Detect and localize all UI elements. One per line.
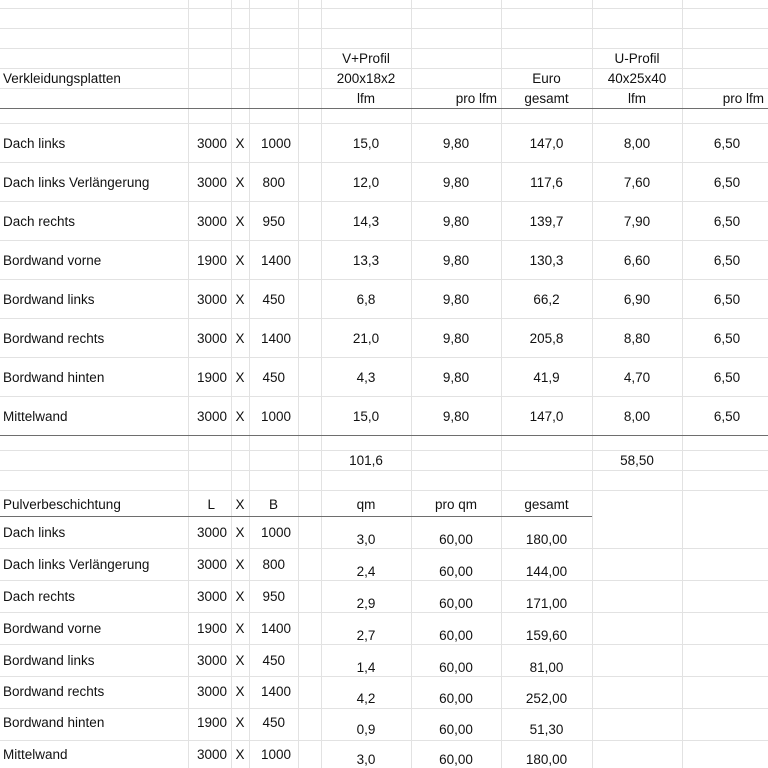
- length-cell: 3000: [196, 557, 227, 572]
- u-pro-lfm-cell: 6,50: [713, 409, 741, 424]
- header-border: [0, 108, 768, 109]
- length-cell: 1900: [196, 621, 227, 636]
- row-label: Bordwand hinten: [3, 370, 105, 385]
- length-cell: 3000: [196, 747, 227, 762]
- v-lfm-cell: 15,0: [352, 409, 380, 424]
- gesamt-cell: 117,6: [530, 175, 563, 190]
- row-label: Mittelwand: [3, 409, 68, 424]
- v-lfm-cell: 14,3: [352, 214, 380, 229]
- gridline-horizontal: [0, 708, 768, 709]
- width-cell: 800: [262, 175, 285, 190]
- times-cell: X: [235, 653, 245, 668]
- row-label: Bordwand links: [3, 653, 95, 668]
- width-cell: 1400: [260, 684, 291, 699]
- v-lfm-header: lfm: [357, 91, 375, 106]
- row-label: Dach rechts: [3, 589, 76, 604]
- width-cell: 1400: [260, 253, 291, 268]
- gridline-horizontal: [0, 396, 768, 397]
- width-cell: 1000: [260, 525, 291, 540]
- width-cell: 950: [262, 214, 285, 229]
- gesamt-cell: 171,00: [525, 596, 568, 611]
- gridline-horizontal: [0, 740, 768, 741]
- gesamt-cell: 205,8: [529, 331, 564, 346]
- gesamt-cell: 159,60: [525, 628, 568, 643]
- u-lfm-cell: 8,80: [623, 331, 651, 346]
- qm-cell: 2,7: [356, 628, 376, 643]
- times-cell: X: [235, 684, 245, 699]
- times-cell: X: [235, 525, 245, 540]
- times-cell: X: [235, 370, 245, 385]
- v-pro-lfm-cell: 9,80: [442, 292, 470, 307]
- length-cell: 3000: [196, 175, 227, 190]
- l-header: L: [207, 497, 215, 512]
- gridline-horizontal: [0, 644, 768, 645]
- width-cell: 450: [262, 292, 285, 307]
- v-lfm-cell: 6,8: [356, 292, 376, 307]
- b-header: B: [268, 497, 278, 512]
- row-label: Dach links: [3, 525, 66, 540]
- pro-qm-header: pro qm: [434, 497, 478, 512]
- times-cell: X: [235, 331, 245, 346]
- gridline-horizontal: [0, 88, 768, 89]
- gridline-horizontal: [0, 162, 768, 163]
- width-cell: 450: [262, 715, 285, 730]
- gesamt-cell: 66,2: [533, 292, 560, 307]
- v-lfm-cell: 15,0: [352, 136, 380, 151]
- gridline-horizontal: [0, 450, 768, 451]
- width-cell: 1400: [260, 621, 291, 636]
- u-lfm-cell: 8,00: [623, 136, 651, 151]
- width-cell: 1000: [260, 136, 291, 151]
- header-border-section2: [0, 516, 592, 517]
- section2-title: Pulverbeschichtung: [3, 497, 121, 512]
- u-lfm-cell: 4,70: [623, 370, 651, 385]
- row-label: Bordwand rechts: [3, 331, 105, 346]
- v-pro-lfm-cell: 9,80: [442, 331, 470, 346]
- gesamt-cell: 180,00: [525, 532, 568, 547]
- v-lfm-cell: 13,3: [352, 253, 380, 268]
- v-pro-lfm-cell: 9,80: [442, 409, 470, 424]
- u-profil-dimensions: 40x25x40: [607, 71, 667, 86]
- gesamt-cell: 147,0: [529, 136, 564, 151]
- u-pro-lfm-cell: 6,50: [713, 292, 741, 307]
- u-pro-lfm-cell: 6,50: [713, 331, 741, 346]
- gesamt-cell: 130,3: [529, 253, 564, 268]
- gridline-horizontal: [0, 279, 768, 280]
- length-cell: 3000: [196, 214, 227, 229]
- qm-cell: 3,0: [356, 752, 376, 767]
- gridline-horizontal: [0, 676, 768, 677]
- length-cell: 3000: [196, 525, 227, 540]
- length-cell: 3000: [196, 331, 227, 346]
- v-pro-lfm-cell: 9,80: [442, 253, 470, 268]
- v-pro-lfm-header: pro lfm: [455, 91, 497, 106]
- row-label: Bordwand vorne: [3, 621, 102, 636]
- row-label: Bordwand links: [3, 292, 95, 307]
- u-lfm-cell: 6,90: [623, 292, 651, 307]
- u-lfm-cell: 6,60: [623, 253, 651, 268]
- times-cell: X: [235, 409, 245, 424]
- gridline-horizontal: [0, 123, 768, 124]
- length-cell: 3000: [196, 136, 227, 151]
- times-cell: X: [235, 175, 245, 190]
- length-cell: 3000: [196, 409, 227, 424]
- gridline-horizontal: [0, 48, 768, 49]
- u-lfm-cell: 7,90: [623, 214, 651, 229]
- times-cell: X: [235, 747, 245, 762]
- gesamt-cell: 252,00: [525, 691, 568, 706]
- gridline-horizontal: [0, 470, 768, 471]
- v-lfm-cell: 4,3: [356, 370, 376, 385]
- u-lfm-header: lfm: [628, 91, 646, 106]
- length-cell: 3000: [196, 589, 227, 604]
- v-pro-lfm-cell: 9,80: [442, 370, 470, 385]
- gridline-horizontal: [0, 580, 768, 581]
- gesamt-cell: 147,0: [529, 409, 564, 424]
- u-pro-lfm-cell: 6,50: [713, 214, 741, 229]
- pro-qm-cell: 60,00: [439, 660, 473, 675]
- times-cell: X: [235, 214, 245, 229]
- u-lfm-cell: 7,60: [623, 175, 651, 190]
- pro-qm-cell: 60,00: [439, 628, 473, 643]
- x-header: X: [235, 497, 245, 512]
- pro-qm-cell: 60,00: [439, 596, 473, 611]
- total-v-lfm: 101,6: [349, 453, 383, 468]
- gesamt-cell: 139,7: [529, 214, 564, 229]
- euro-header: Euro: [532, 71, 561, 86]
- gesamt2-header: gesamt: [524, 497, 569, 512]
- u-pro-lfm-header: pro lfm: [722, 91, 764, 106]
- times-cell: X: [235, 253, 245, 268]
- row-label: Dach links Verlängerung: [3, 557, 150, 572]
- gridline-horizontal: [0, 548, 768, 549]
- u-pro-lfm-cell: 6,50: [713, 175, 741, 190]
- section1-title: Verkleidungsplatten: [3, 71, 121, 86]
- times-cell: X: [235, 292, 245, 307]
- row-label: Dach links Verlängerung: [3, 175, 150, 190]
- times-cell: X: [235, 715, 245, 730]
- v-lfm-cell: 21,0: [352, 331, 380, 346]
- gridline-horizontal: [0, 240, 768, 241]
- gridline-horizontal: [0, 28, 768, 29]
- gridline-horizontal: [0, 318, 768, 319]
- qm-cell: 2,4: [356, 564, 376, 579]
- v-pro-lfm-cell: 9,80: [442, 214, 470, 229]
- u-pro-lfm-cell: 6,50: [713, 136, 741, 151]
- row-label: Dach links: [3, 136, 66, 151]
- gridline-vertical: [298, 0, 299, 768]
- qm-cell: 3,0: [356, 532, 376, 547]
- qm-cell: 0,9: [356, 722, 376, 737]
- gesamt-cell: 41,9: [533, 370, 560, 385]
- gridline-horizontal: [0, 490, 768, 491]
- gridline-horizontal: [0, 201, 768, 202]
- qm-cell: 2,9: [356, 596, 376, 611]
- times-cell: X: [235, 557, 245, 572]
- u-pro-lfm-cell: 6,50: [713, 370, 741, 385]
- width-cell: 1000: [260, 409, 291, 424]
- gesamt-cell: 51,30: [529, 722, 564, 737]
- gesamt-cell: 81,00: [529, 660, 564, 675]
- qm-cell: 1,4: [356, 660, 376, 675]
- row-label: Bordwand rechts: [3, 684, 105, 699]
- gridline-horizontal: [0, 68, 768, 69]
- gridline-horizontal: [0, 357, 768, 358]
- row-label: Bordwand hinten: [3, 715, 105, 730]
- length-cell: 1900: [196, 370, 227, 385]
- length-cell: 1900: [196, 253, 227, 268]
- v-pro-lfm-cell: 9,80: [442, 136, 470, 151]
- row-label: Mittelwand: [3, 747, 68, 762]
- gesamt-cell: 144,00: [525, 564, 568, 579]
- row-label: Dach rechts: [3, 214, 76, 229]
- pro-qm-cell: 60,00: [439, 752, 473, 767]
- width-cell: 1000: [260, 747, 291, 762]
- times-cell: X: [235, 136, 245, 151]
- gridline-horizontal: [0, 612, 768, 613]
- width-cell: 950: [262, 589, 285, 604]
- total-u-lfm: 58,50: [620, 453, 654, 468]
- gridline-horizontal: [0, 8, 768, 9]
- width-cell: 800: [262, 557, 285, 572]
- v-profil-header: V+Profil: [342, 51, 390, 66]
- length-cell: 1900: [196, 715, 227, 730]
- pro-qm-cell: 60,00: [439, 722, 473, 737]
- pro-qm-cell: 60,00: [439, 532, 473, 547]
- width-cell: 450: [262, 370, 285, 385]
- times-cell: X: [235, 621, 245, 636]
- gesamt-header: gesamt: [524, 91, 569, 106]
- u-profil-header: U-Profil: [614, 51, 660, 66]
- times-cell: X: [235, 589, 245, 604]
- qm-cell: 4,2: [356, 691, 376, 706]
- u-pro-lfm-cell: 6,50: [713, 253, 741, 268]
- v-lfm-cell: 12,0: [352, 175, 380, 190]
- width-cell: 450: [262, 653, 285, 668]
- qm-header: qm: [356, 497, 376, 512]
- gesamt-cell: 180,00: [525, 752, 568, 767]
- row-label: Bordwand vorne: [3, 253, 102, 268]
- pro-qm-cell: 60,00: [439, 691, 473, 706]
- v-pro-lfm-cell: 9,80: [442, 175, 470, 190]
- length-cell: 3000: [196, 653, 227, 668]
- length-cell: 3000: [196, 292, 227, 307]
- pro-qm-cell: 60,00: [439, 564, 473, 579]
- length-cell: 3000: [196, 684, 227, 699]
- v-profil-dimensions: 200x18x2: [336, 71, 396, 86]
- table-bottom-border: [0, 435, 768, 436]
- width-cell: 1400: [260, 331, 291, 346]
- u-lfm-cell: 8,00: [623, 409, 651, 424]
